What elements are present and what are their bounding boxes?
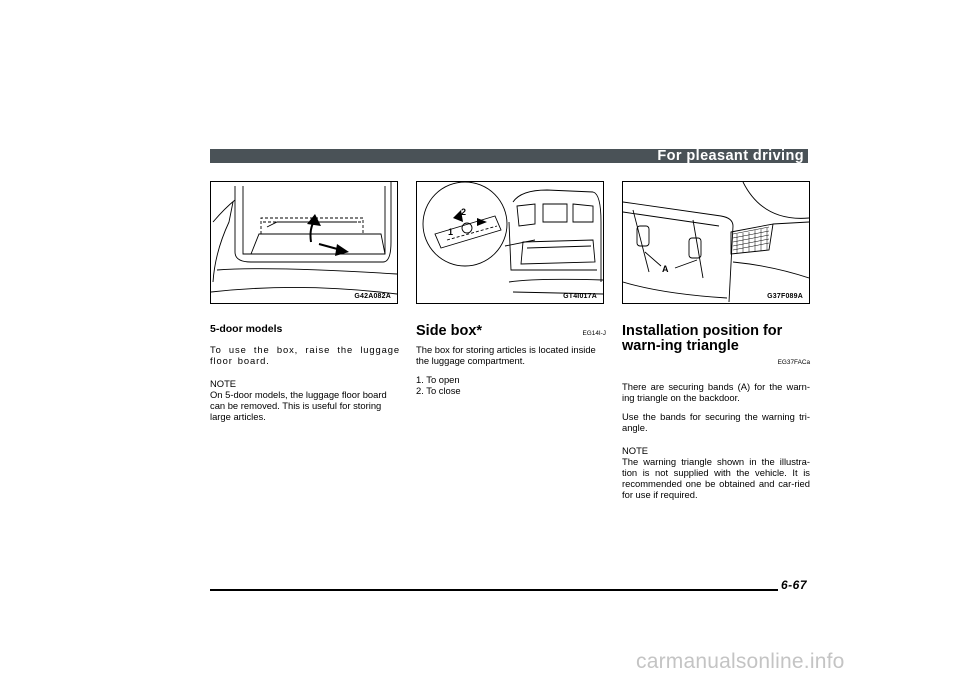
side-box-illustration: [417, 182, 603, 303]
section-heading: Side box*: [416, 323, 483, 339]
luggage-floor-illustration: [211, 182, 397, 303]
steps-list: [416, 374, 606, 396]
note-label: NOTE: [210, 378, 237, 389]
paragraph: There are securing bands (A) for the warn-ing triangle on the backdoor.: [622, 381, 810, 403]
paragraph: The box for storing articles is located inside the luggage compartment.: [416, 344, 596, 366]
callout-label-1: 1: [448, 227, 454, 237]
section-title: For pleasant driving: [657, 148, 804, 164]
paragraph: To use the box, raise the luggage floor board.: [210, 344, 400, 366]
figure-code: GT4I017A: [563, 293, 597, 300]
column-side-box: [416, 324, 606, 396]
list-item: 1. To open: [416, 374, 460, 385]
section-code: EG37FACa: [777, 359, 810, 366]
section-code: EG14I-J: [582, 330, 606, 337]
note-text: On 5-door models, the luggage floor board can be removed. This is useful for storing large articles.: [210, 389, 387, 422]
figure-warning-triangle-bands: [622, 181, 810, 304]
section-heading: 5-door models: [210, 323, 283, 335]
footer-rule: [210, 589, 778, 591]
list-item: 2. To close: [416, 385, 461, 396]
figure-code: G42A082A: [354, 293, 391, 300]
note-label: NOTE: [622, 445, 649, 456]
paragraph: Use the bands for securing the warning tri-angle.: [622, 411, 810, 433]
column-5-door-models: [210, 324, 400, 430]
callout-label-2: 2: [461, 207, 467, 217]
figure-side-box: [416, 181, 604, 304]
securing-bands-illustration: [623, 182, 809, 303]
note-text: The warning triangle shown in the illustra-tion is not supplied with the vehicle. It is recommended one be obtained and car-ried for use if required.: [622, 456, 810, 500]
watermark: carmanualsonline.info: [636, 650, 845, 673]
figure-code: G37F089A: [767, 293, 803, 300]
column-warning-triangle: [622, 324, 810, 508]
section-header-bar: [210, 149, 808, 163]
callout-label-a: A: [662, 264, 669, 274]
section-heading: Installation position for warn-ing triangle: [622, 323, 783, 354]
figure-luggage-floor-board: [210, 181, 398, 304]
page-number: 6-67: [781, 578, 808, 592]
